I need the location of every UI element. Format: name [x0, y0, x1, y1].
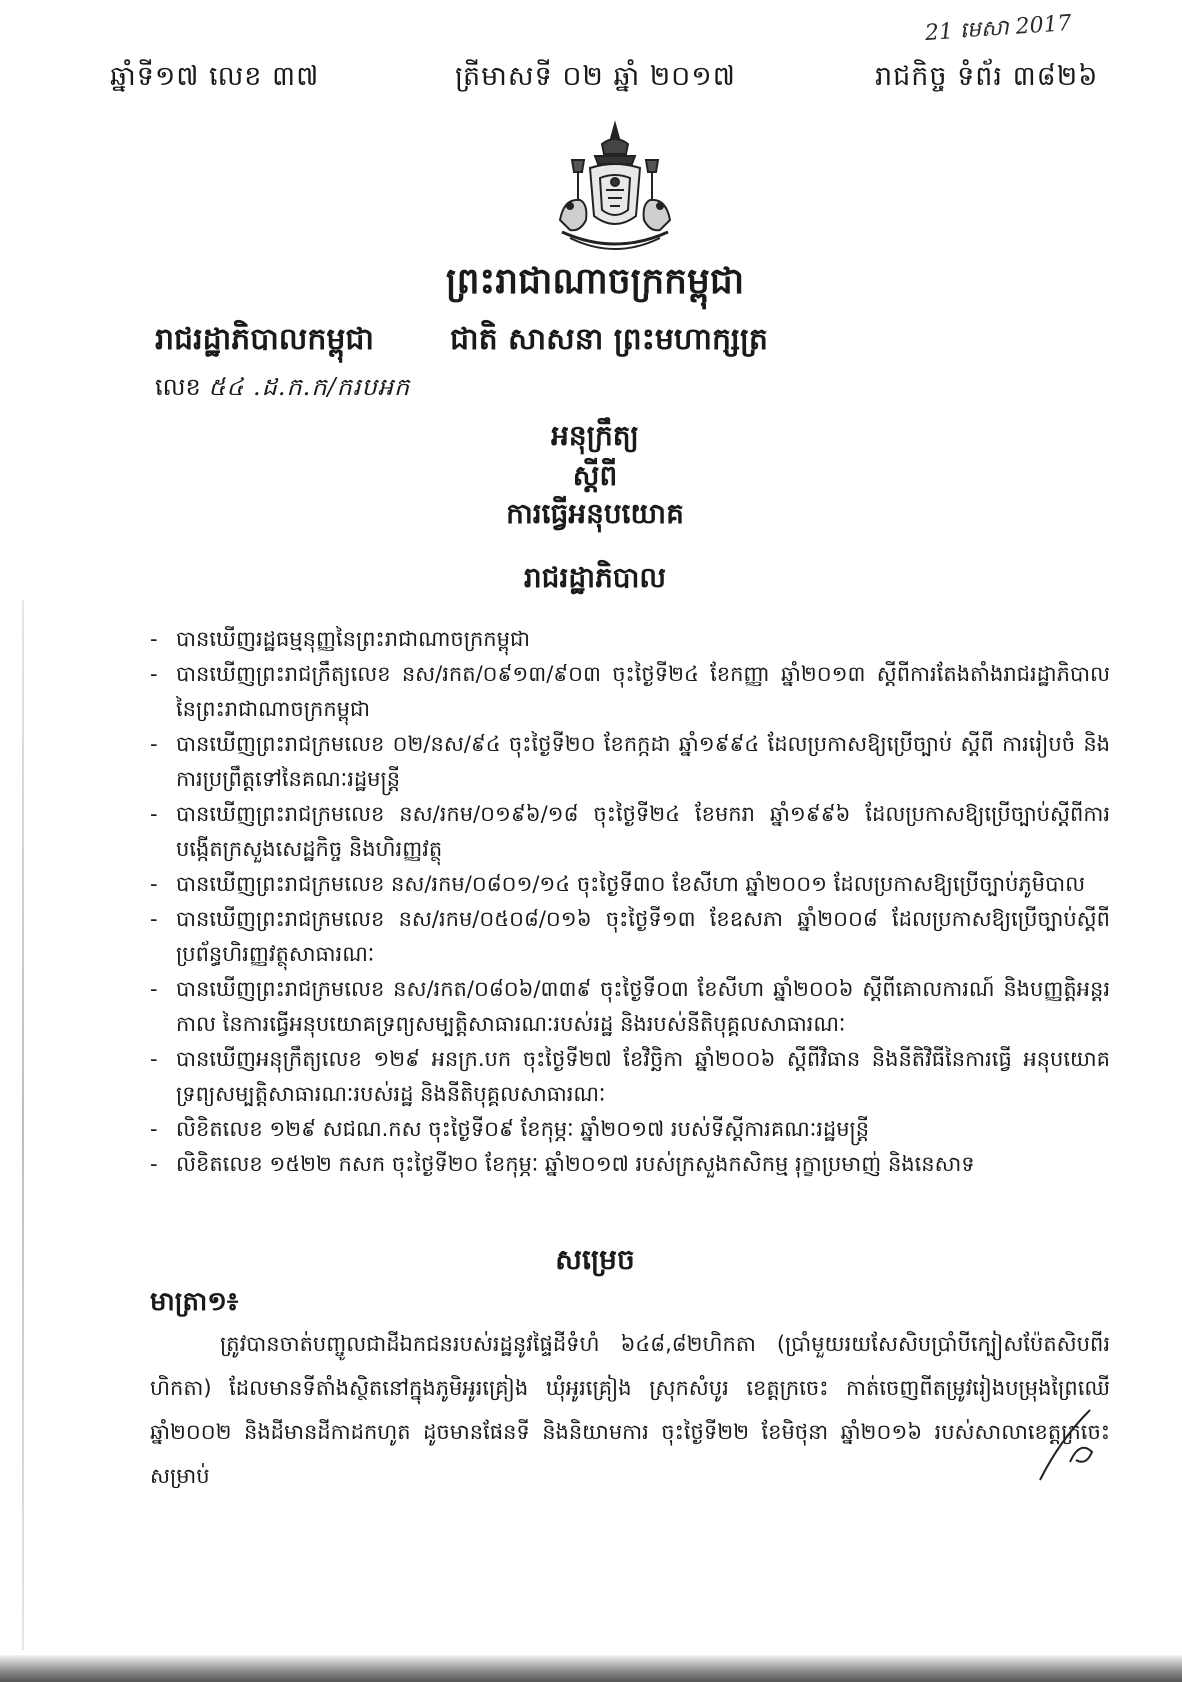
whereas-item: - បានឃើញរដ្ឋធម្មនុញ្ញនៃព្រះរាជាណាចក្រកម្ពុជា — [150, 622, 1110, 657]
whereas-item: - បានឃើញព្រះរាជក្រមលេខ នស/រកត/០៨០៦/៣៣៩ ចុះថ្ងៃទី០៣ ខែសីហា ឆ្នាំ២០០៦ ស្តីពីគោលការណ៍ និងបញ្ញត្តិអន្តរកាល នៃការធ្វើអនុបយោគទ្រព្យសម្បត្តិសាធារណៈរបស់រដ្ឋ និងរបស់នីតិបុគ្គលសាធារណៈ — [150, 972, 1110, 1042]
handwritten-date: 21 មេសា 2017 — [924, 10, 1073, 47]
document-type: អនុក្រឹត្យ — [551, 419, 639, 452]
decision-heading: សម្រេច — [555, 1243, 635, 1276]
whereas-list — [150, 622, 1110, 1182]
reference-number-label: លេខ — [155, 373, 201, 401]
whereas-item: - បានឃើញព្រះរាជក្រឹត្យលេខ នស/រកត/០៩១៣/៩០៣ ចុះថ្ងៃទី២៤ ខែកញ្ញា ឆ្នាំ២០១៣ ស្តីពីការតែងតាំងរាជរដ្ឋាភិបាល នៃព្រះរាជាណាចក្រកម្ពុជា — [150, 657, 1110, 727]
gazette-quarter: ត្រីមាសទី ០២ ឆ្នាំ ២០១៧ — [455, 61, 736, 92]
gazette-page: រាជកិច្ច ទំព័រ ៣៨២៦ — [875, 61, 1099, 92]
whereas-item: - លិខិតលេខ ១៥២២ កសក ចុះថ្ងៃទី២០ ខែកុម្ភៈ ឆ្នាំ២០១៧ របស់ក្រសួងកសិកម្ម រុក្ខាប្រមាញ់ និងនេសាទ — [150, 1147, 1110, 1182]
royal-coat-of-arms-icon — [540, 120, 690, 260]
reference-number — [155, 372, 410, 407]
whereas-item: - លិខិតលេខ ១២៩ សជណ.កស ចុះថ្ងៃទី០៩ ខែកុម្ភៈ ឆ្នាំ២០១៧ របស់ទីស្តីការគណៈរដ្ឋមន្ត្រី — [150, 1112, 1110, 1147]
whereas-item: - បានឃើញព្រះរាជក្រមលេខ នស/រកម/០៥០៨/០១៦ ចុះថ្ងៃទី១៣ ខែឧសភា ឆ្នាំ២០០៨ ដែលប្រកាសឱ្យប្រើច្បាប់ស្តីពីប្រព័ន្ធហិរញ្ញវត្ថុសាធារណៈ — [150, 902, 1110, 972]
whereas-item: - បានឃើញព្រះរាជក្រមលេខ ០២/នស/៩៤ ចុះថ្ងៃទី២០ ខែកក្កដា ឆ្នាំ១៩៩៤ ដែលប្រកាសឱ្យប្រើច្បាប់ ស្តីពី ការរៀបចំ និងការប្រព្រឹត្តទៅនៃគណៈរដ្ឋមន្ត្រី — [150, 727, 1110, 797]
whereas-item: - បានឃើញព្រះរាជក្រមលេខ នស/រកម/០១៩៦/១៨ ចុះថ្ងៃទី២៤ ខែមករា ឆ្នាំ១៩៩៦ ដែលប្រកាសឱ្យប្រើច្បាប់ស្តីពីការបង្កើតក្រសួងសេដ្ឋកិច្ច និងហិរញ្ញវត្ថុ — [150, 797, 1110, 867]
document-about: ស្តីពី — [572, 459, 618, 492]
issuing-authority: រាជរដ្ឋាភិបាលកម្ពុជា — [155, 322, 374, 357]
article-body: ត្រូវបានចាត់បញ្ចូលជាដីឯកជនរបស់រដ្ឋនូវផ្ទៃដីទំហំ ៦៤៨,៨២ហិកតា (ប្រាំមួយរយសែសិបប្រាំបីក្បៀសប៉ែតសិបពីរហិកតា) ដែលមានទីតាំងស្ថិតនៅក្នុងភូមិអូរគ្រៀង ឃុំអូរគ្រៀង ស្រុកសំបូរ ខេត្តក្រចេះ កាត់ចេញពីតម្រូវរៀងបម្រុងព្រៃឈើឆ្នាំ២០០២ និងដីមានដីកាដកហូត ដូចមានផែនទី និងនិយាមការ ចុះថ្ងៃទី២២ ខែមិថុនា ឆ្នាំ២០១៦ របស់សាលាខេត្តក្រចេះ សម្រាប់ — [150, 1332, 1110, 1488]
article-heading: មាត្រា១៖ — [150, 1287, 239, 1317]
gazette-header — [110, 60, 1110, 106]
signature-mark — [1030, 1400, 1120, 1490]
national-motto: ជាតិ សាសនា ព្រះមហាក្សត្រ — [450, 322, 768, 357]
scan-edge-left — [22, 600, 24, 1650]
whereas-item: - បានឃើញអនុក្រឹត្យលេខ ១២៩ អនក្រ.បក ចុះថ្ងៃទី២៧ ខែវិច្ឆិកា ឆ្នាំ២០០៦ ស្តីពីវិធាន និងនីតិវិធីនៃការធ្វើ អនុបយោគទ្រព្យសម្បត្តិសាធារណៈរបស់រដ្ឋ និងនីតិបុគ្គលសាធារណៈ — [150, 1042, 1110, 1112]
gazette-year-issue: ឆ្នាំទី១៧ លេខ ៣៧ — [110, 61, 320, 92]
government-heading: រាជរដ្ឋាភិបាល — [523, 561, 667, 594]
whereas-item: - បានឃើញព្រះរាជក្រមលេខ នស/រកម/០៨០១/១៤ ចុះថ្ងៃទី៣០ ខែសីហា ឆ្នាំ២០០១ ដែលប្រកាសឱ្យប្រើច្បាប់ភូមិបាល — [150, 867, 1110, 902]
reference-number-value: ៥៤ .ដ.ក.ក/ករបអក — [208, 373, 411, 401]
kingdom-title: ព្រះរាជាណាចក្រកម្ពុជា — [445, 261, 745, 302]
scan-edge-bottom — [0, 1655, 1182, 1682]
document-subject: ការធ្វើអនុបយោគ — [506, 497, 684, 530]
